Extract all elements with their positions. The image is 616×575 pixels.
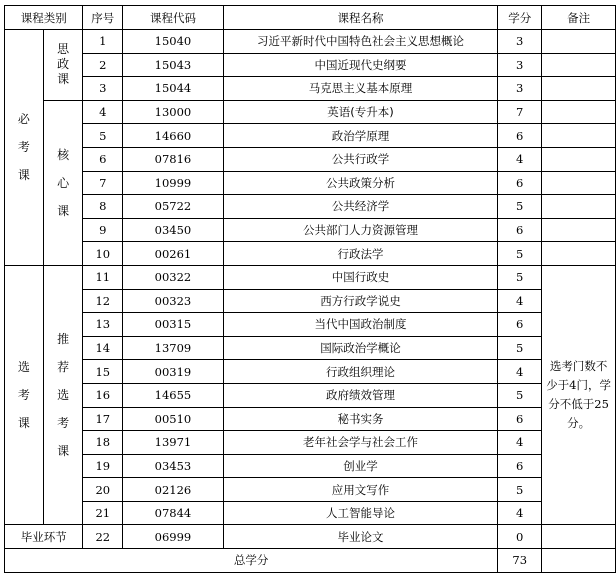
row-code: 00322 — [123, 265, 224, 289]
row-code: 14660 — [123, 124, 224, 148]
row-course-name: 公共行政学 — [223, 147, 497, 171]
row-course-name: 毕业论文 — [223, 525, 497, 549]
row-course-name: 马克思主义基本原理 — [223, 77, 497, 101]
table-row — [5, 525, 616, 549]
row-number: 21 — [83, 501, 123, 525]
table-row — [5, 124, 616, 148]
table-row — [5, 53, 616, 77]
header-category: 课程类别 — [5, 6, 83, 30]
row-credit: 6 — [498, 407, 542, 431]
header-number: 序号 — [83, 6, 123, 30]
category-recommended-text: 推荐选考课 — [57, 332, 70, 459]
row-course-name: 中国近现代史纲要 — [223, 53, 497, 77]
row-code: 03450 — [123, 218, 224, 242]
row-course-name: 应用文写作 — [223, 478, 497, 502]
row-code: 00323 — [123, 289, 224, 313]
row-number: 5 — [83, 124, 123, 148]
total-label: 总学分 — [5, 549, 498, 573]
row-code: 07844 — [123, 501, 224, 525]
table-row — [5, 218, 616, 242]
row-credit: 4 — [498, 289, 542, 313]
row-course-name: 公共经济学 — [223, 195, 497, 219]
row-code: 00510 — [123, 407, 224, 431]
header-row — [5, 6, 616, 30]
table-row — [5, 77, 616, 101]
category-core — [43, 100, 83, 265]
row-code: 13709 — [123, 336, 224, 360]
row-remark — [542, 218, 616, 242]
row-remark — [542, 53, 616, 77]
row-number: 17 — [83, 407, 123, 431]
row-course-name: 秘书实务 — [223, 407, 497, 431]
row-number: 8 — [83, 195, 123, 219]
table-row — [5, 171, 616, 195]
row-number: 12 — [83, 289, 123, 313]
row-code: 06999 — [123, 525, 224, 549]
row-credit: 4 — [498, 147, 542, 171]
category-political-text: 思政课 — [57, 42, 70, 87]
row-number: 2 — [83, 53, 123, 77]
row-course-name: 老年社会学与社会工作 — [223, 431, 497, 455]
row-number: 10 — [83, 242, 123, 266]
row-credit: 3 — [498, 77, 542, 101]
table-row — [5, 383, 616, 407]
course-plan-table — [4, 5, 616, 573]
row-remark — [542, 30, 616, 54]
header-name: 课程名称 — [223, 6, 497, 30]
row-credit: 5 — [498, 336, 542, 360]
row-course-name: 习近平新时代中国特色社会主义思想概论 — [223, 30, 497, 54]
row-credit: 5 — [498, 383, 542, 407]
row-code: 00261 — [123, 242, 224, 266]
row-credit: 4 — [498, 501, 542, 525]
row-credit: 4 — [498, 360, 542, 384]
category-elective-text: 选考课 — [17, 360, 30, 431]
row-number: 18 — [83, 431, 123, 455]
total-remark — [542, 549, 616, 573]
row-remark — [542, 100, 616, 124]
row-course-name: 行政法学 — [223, 242, 497, 266]
header-code: 课程代码 — [123, 6, 224, 30]
category-political — [43, 30, 83, 101]
row-code: 13000 — [123, 100, 224, 124]
total-value: 73 — [498, 549, 542, 573]
row-code: 00315 — [123, 313, 224, 337]
row-number: 11 — [83, 265, 123, 289]
row-credit: 6 — [498, 218, 542, 242]
table-row — [5, 30, 616, 54]
row-credit: 6 — [498, 124, 542, 148]
table-row — [5, 313, 616, 337]
table-row — [5, 501, 616, 525]
row-code: 02126 — [123, 478, 224, 502]
row-course-name: 西方行政学说史 — [223, 289, 497, 313]
row-number: 6 — [83, 147, 123, 171]
row-credit: 6 — [498, 313, 542, 337]
row-credit: 5 — [498, 242, 542, 266]
category-graduation: 毕业环节 — [5, 525, 83, 549]
row-number: 9 — [83, 218, 123, 242]
row-course-name: 英语(专升本) — [223, 100, 497, 124]
row-number: 4 — [83, 100, 123, 124]
row-code: 05722 — [123, 195, 224, 219]
row-remark — [542, 147, 616, 171]
row-code: 13971 — [123, 431, 224, 455]
row-credit: 6 — [498, 171, 542, 195]
elective-remark: 选考门数不少于4门，学分不低于25分。 — [542, 265, 616, 525]
row-credit: 3 — [498, 53, 542, 77]
row-number: 13 — [83, 313, 123, 337]
row-remark — [542, 171, 616, 195]
row-remark — [542, 195, 616, 219]
row-course-name: 公共部门人力资源管理 — [223, 218, 497, 242]
row-course-name: 政治学原理 — [223, 124, 497, 148]
row-credit: 5 — [498, 265, 542, 289]
header-credit: 学分 — [498, 6, 542, 30]
category-core-text: 核心课 — [57, 147, 70, 218]
row-code: 15044 — [123, 77, 224, 101]
row-number: 16 — [83, 383, 123, 407]
row-course-name: 政府绩效管理 — [223, 383, 497, 407]
table-row — [5, 431, 616, 455]
table-row — [5, 407, 616, 431]
row-course-name: 中国行政史 — [223, 265, 497, 289]
row-number: 22 — [83, 525, 123, 549]
total-row — [5, 549, 616, 573]
table-row — [5, 147, 616, 171]
row-course-name: 当代中国政治制度 — [223, 313, 497, 337]
row-number: 20 — [83, 478, 123, 502]
row-code: 15043 — [123, 53, 224, 77]
row-number: 7 — [83, 171, 123, 195]
table-row — [5, 100, 616, 124]
row-remark — [542, 525, 616, 549]
row-code: 00319 — [123, 360, 224, 384]
table-row — [5, 454, 616, 478]
row-number: 15 — [83, 360, 123, 384]
row-number: 1 — [83, 30, 123, 54]
category-elective — [5, 265, 44, 525]
row-remark — [542, 242, 616, 266]
row-credit: 5 — [498, 478, 542, 502]
table-row — [5, 289, 616, 313]
row-credit: 3 — [498, 30, 542, 54]
row-number: 19 — [83, 454, 123, 478]
table-row — [5, 478, 616, 502]
row-code: 10999 — [123, 171, 224, 195]
row-credit: 7 — [498, 100, 542, 124]
row-number: 14 — [83, 336, 123, 360]
row-course-name: 人工智能导论 — [223, 501, 497, 525]
header-remark: 备注 — [542, 6, 616, 30]
table-row — [5, 195, 616, 219]
row-course-name: 公共政策分析 — [223, 171, 497, 195]
category-recommended — [43, 265, 83, 525]
row-code: 07816 — [123, 147, 224, 171]
row-course-name: 创业学 — [223, 454, 497, 478]
row-remark — [542, 77, 616, 101]
row-course-name: 行政组织理论 — [223, 360, 497, 384]
row-code: 03453 — [123, 454, 224, 478]
table-row — [5, 336, 616, 360]
category-required — [5, 30, 44, 266]
row-remark — [542, 124, 616, 148]
row-number: 3 — [83, 77, 123, 101]
row-course-name: 国际政治学概论 — [223, 336, 497, 360]
row-credit: 6 — [498, 454, 542, 478]
table-row — [5, 265, 616, 289]
table-row — [5, 242, 616, 266]
row-credit: 0 — [498, 525, 542, 549]
row-code: 14655 — [123, 383, 224, 407]
category-required-text: 必考课 — [17, 112, 30, 183]
table-row — [5, 360, 616, 384]
row-code: 15040 — [123, 30, 224, 54]
row-credit: 5 — [498, 195, 542, 219]
row-credit: 4 — [498, 431, 542, 455]
